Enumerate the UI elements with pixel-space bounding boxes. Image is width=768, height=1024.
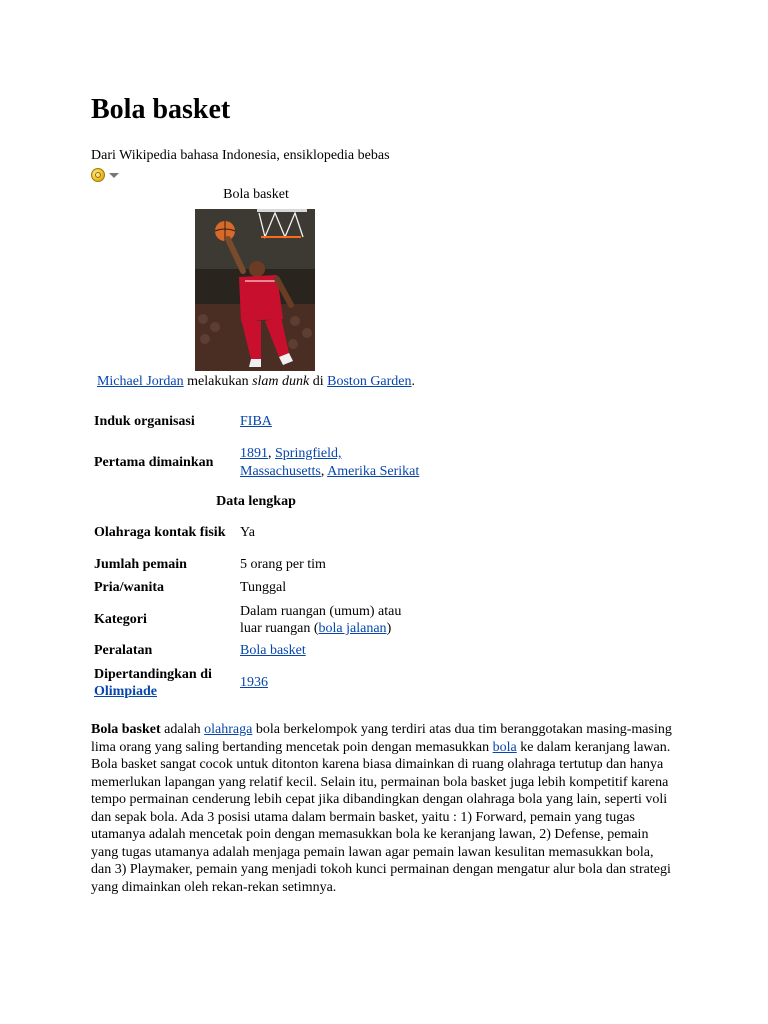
infobox-row-kontak: Olahraga kontak fisik Ya: [94, 525, 255, 541]
infobox-row-pria: Pria/wanita Tunggal: [94, 580, 287, 596]
link-bola-jalanan[interactable]: bola jalanan: [318, 621, 387, 636]
link-amerika-serikat[interactable]: Amerika Serikat: [327, 463, 420, 479]
site-tagline: Dari Wikipedia bahasa Indonesia, ensiklopedia bebas: [91, 148, 390, 163]
infobox-row-olimpiade: Dipertandingkan di Olimpiade 1936: [94, 666, 268, 699]
link-1936[interactable]: 1936: [240, 675, 268, 691]
basketball-player-image: [195, 209, 315, 371]
language-selector[interactable]: [91, 167, 119, 183]
link-springfield[interactable]: Springfield,: [275, 446, 342, 461]
infobox-row-pertama: Pertama dimainkan 1891, Springfield, Massachusetts, Amerika Serikat: [94, 446, 420, 479]
link-bola[interactable]: bola: [492, 739, 517, 755]
link-boston-garden[interactable]: Boston Garden: [327, 374, 412, 389]
link-massachusetts[interactable]: Massachusetts: [240, 463, 321, 479]
link-olahraga[interactable]: olahraga: [204, 722, 253, 737]
link-1891[interactable]: 1891: [240, 446, 268, 461]
infobox-caption: Michael Jordan melakukan slam dunk di Boston Garden.: [96, 374, 416, 389]
link-olimpiade[interactable]: Olimpiade: [94, 684, 158, 699]
globe-icon[interactable]: [91, 168, 105, 182]
caret-down-icon[interactable]: [109, 173, 119, 178]
infobox-title: Bola basket: [223, 187, 289, 202]
link-fiba[interactable]: FIBA: [240, 414, 272, 430]
infobox-row-peralatan: Peralatan Bola basket: [94, 643, 306, 659]
link-bola-basket[interactable]: Bola basket: [240, 643, 306, 659]
article-paragraph: Bola basket adalah olahraga bola berkelompok yang terdiri atas dua tim beranggotakan masing-masing lima orang yang saling bertanding mencetak poin dengan memasukkan bola ke dalam keranjang lawan. Bola basket sangat cocok untuk ditonton karena biasa dimainkan di ruang olahraga tertutup dan hanya memerlukan lapangan yang relatif kecil. Selain itu, permainan bola basket juga lebih kompetitif karena tempo permainan cenderung lebih cepat jika dibandingkan dengan olahraga bola yang lain, seperti voli dan sepak bola. Ada 3 posisi utama dalam bermain basket, yaitu : 1) Forward, pemain yang tugas utamanya adalah mencetak poin dengan memasukkan bola ke keranjang lawan, 2) Defense, pemain yang tugas utamanya adalah menjaga pemain lawan agar pemain lawan kesulitan memasukkan bola, dan 3) Playmaker, pemain yang menjadi tokoh kunci permainan dengan mengatur alur bola dan strategi yang dimainkan oleh rekan-rekan setimnya.: [91, 722, 672, 895]
infobox-row-induk: Induk organisasi FIBA: [94, 414, 272, 430]
link-michael-jordan[interactable]: Michael Jordan: [96, 374, 184, 389]
infobox-row-jumlah: Jumlah pemain 5 orang per tim: [94, 557, 326, 573]
infobox-row-kategori: Kategori Dalam ruangan (umum) atau luar ruangan (bola jalanan): [94, 603, 402, 636]
page-title: Bola basket: [91, 94, 231, 125]
infobox-section-heading: Data lengkap: [216, 494, 296, 509]
infobox-photo[interactable]: [195, 209, 315, 371]
